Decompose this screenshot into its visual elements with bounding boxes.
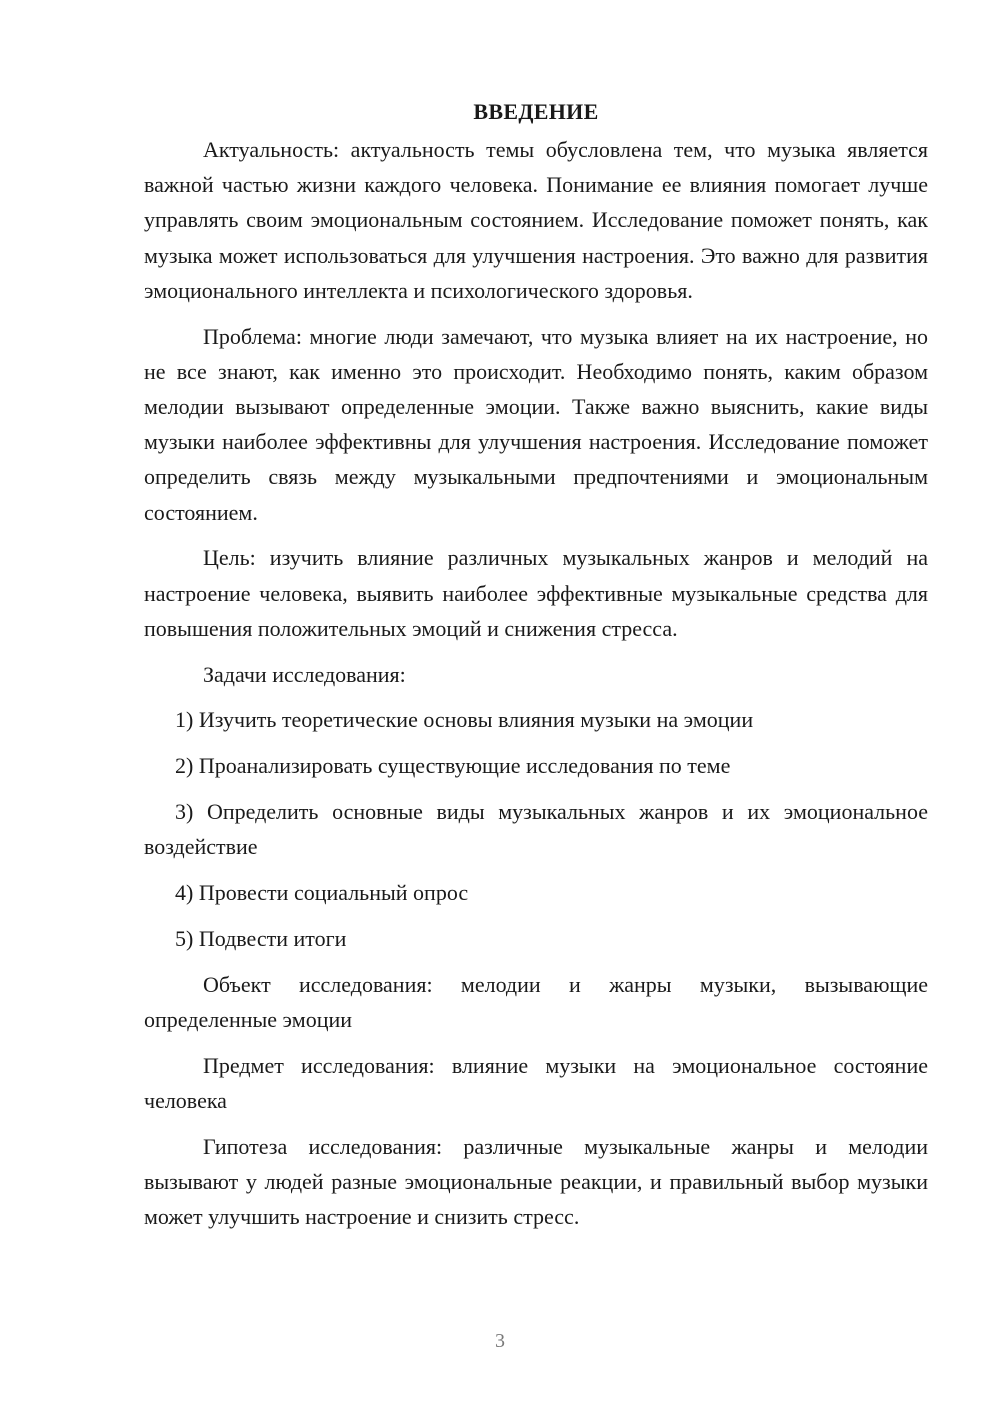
goal-paragraph: Цель: изучить влияние различных музыкальных жанров и мелодий на настроение человека, выявить наиболее эффективные музыкальные средства для повышения положительных эмоций и снижения стресса. xyxy=(144,545,928,641)
task-item-2: 2) Проанализировать существующие исследования по теме xyxy=(175,753,731,779)
page-content xyxy=(144,94,928,1234)
problem-paragraph: Проблема: многие люди замечают, что музыка влияет на их настроение, но не все знают, как именно это происходит. Необходимо понять, каким образом мелодии вызывают определенные эмоции. Также важно выяснить, какие виды музыки наиболее эффективны для улучшения настроения. Исследование поможет определить связь между музыкальными предпочтениями и эмоциональным состоянием. xyxy=(144,323,928,525)
task-item-4: 4) Провести социальный опрос xyxy=(175,880,469,906)
relevance-paragraph: Актуальность: актуальность темы обусловлена тем, что музыка является важной частью жизни каждого человека. Понимание ее влияния помогает лучше управлять своим эмоциональным состоянием. Исследование поможет понять, как музыка может использоваться для улучшения настроения. Это важно для развития эмоционального интеллекта и психологического здоровья. xyxy=(144,137,928,303)
hypothesis-paragraph: Гипотеза исследования: различные музыкальные жанры и мелодии вызывают у людей разные эмоциональные реакции, и правильный выбор музыки может улучшить настроение и снизить стресс. xyxy=(144,1133,928,1230)
page-number: 3 xyxy=(495,1330,505,1352)
task-item-5: 5) Подвести итоги xyxy=(175,925,347,951)
task-item-1: 1) Изучить теоретические основы влияния музыки на эмоции xyxy=(175,707,754,733)
tasks-title: Задачи исследования: xyxy=(203,661,406,687)
subject-paragraph: Предмет исследования: влияние музыки на эмоциональное состояние человека xyxy=(144,1052,928,1113)
object-paragraph: Объект исследования: мелодии и жанры музыки, вызывающие определенные эмоции xyxy=(144,971,928,1032)
task-item-3: 3) Определить основные виды музыкальных жанров и их эмоциональное воздействие xyxy=(144,799,928,860)
section-heading: ВВЕДЕНИЕ xyxy=(473,99,599,124)
